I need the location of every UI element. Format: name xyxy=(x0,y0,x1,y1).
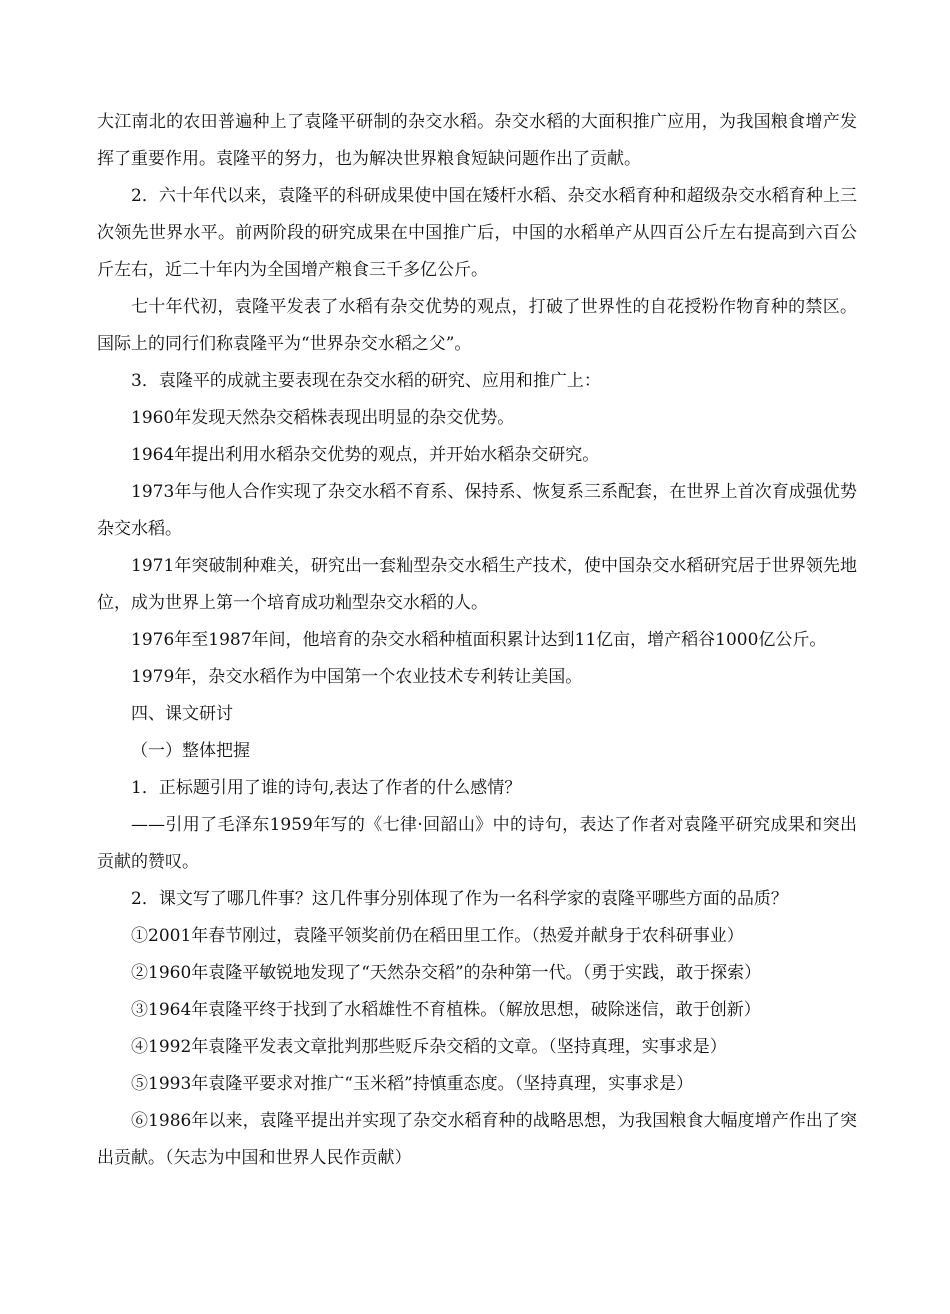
paragraph-7: 1973年与他人合作实现了杂交水稻不育系、保持系、恢复系三系配套，在世界上首次育成强优势杂交水稻。 xyxy=(97,482,857,539)
question-2: 2．课文写了哪几件事？这几件事分别体现了作为一名科学家的袁隆平哪些方面的品质？ xyxy=(131,889,788,909)
paragraph-4: 3．袁隆平的成就主要表现在杂交水稻的研究、应用和推广上： xyxy=(131,371,601,391)
paragraph-3: 七十年代初，袁隆平发表了水稻有杂交优势的观点，打破了世界性的自花授粉作物育种的禁区。国际上的同行们称袁隆平为“世界杂交水稻之父”。 xyxy=(97,297,857,354)
paragraph-2: 2．六十年代以来，袁隆平的科研成果使中国在矮杆水稻、杂交水稻育种和超级杂交水稻育种上三次领先世界水平。前两阶段的研究成果在中国推广后，中国的水稻单产从四百公斤左右提高到六百公斤左右，近二十年内为全国增产粮食三千多亿公斤。 xyxy=(97,186,857,280)
paragraph-1: 大江南北的农田普遍种上了袁隆平研制的杂交水稻。杂交水稻的大面积推广应用，为我国粮食增产发挥了重要作用。袁隆平的努力，也为解决世界粮食短缺问题作出了贡献。 xyxy=(97,112,857,169)
answer-1: ——引用了毛泽东1959年写的《七律·回韶山》中的诗句，表达了作者对袁隆平研究成果和突出贡献的赞叹。 xyxy=(97,815,857,872)
paragraph-9: 1976年至1987年间，他培育的杂交水稻种植面积累计达到11亿亩，增产稻谷1000亿公斤。 xyxy=(131,630,827,650)
list-item-5: ⑤1993年袁隆平要求对推广“玉米稻”持慎重态度。（坚持真理，实事求是） xyxy=(131,1074,694,1094)
list-item-2: ②1960年袁隆平敏锐地发现了“天然杂交稻”的杂种第一代。（勇于实践，敢于探索） xyxy=(131,963,762,983)
document-body xyxy=(97,104,857,1177)
paragraph-10: 1979年，杂交水稻作为中国第一个农业技术专利转让美国。 xyxy=(131,667,583,687)
list-item-6: ⑥1986年以来，袁隆平提出并实现了杂交水稻育种的战略思想，为我国粮食大幅度增产作出了突出贡献。（矢志为中国和世界人民作贡献） xyxy=(97,1111,857,1168)
question-1: 1．正标题引用了谁的诗句,表达了作者的什么感情？ xyxy=(131,778,522,798)
paragraph-5: 1960年发现天然杂交稻株表现出明显的杂交优势。 xyxy=(131,408,515,428)
list-item-1: ①2001年春节刚过，袁隆平领奖前仍在稻田里工作。（热爱并献身于农科研事业） xyxy=(131,926,744,946)
paragraph-6: 1964年提出利用水稻杂交优势的观点，并开始水稻杂交研究。 xyxy=(131,445,600,465)
list-item-4: ④1992年袁隆平发表文章批判那些贬斥杂交稻的文章。（坚持真理，实事求是） xyxy=(131,1037,727,1057)
section-heading: 四、课文研讨 xyxy=(131,704,233,724)
list-item-3: ③1964年袁隆平终于找到了水稻雄性不育植株。（解放思想，破除迷信，敢于创新） xyxy=(131,1000,761,1020)
paragraph-8: 1971年突破制种难关，研究出一套籼型杂交水稻生产技术，使中国杂交水稻研究居于世界领先地位，成为世界上第一个培育成功籼型杂交水稻的人。 xyxy=(97,556,857,613)
subsection-heading: （一）整体把握 xyxy=(131,741,250,761)
